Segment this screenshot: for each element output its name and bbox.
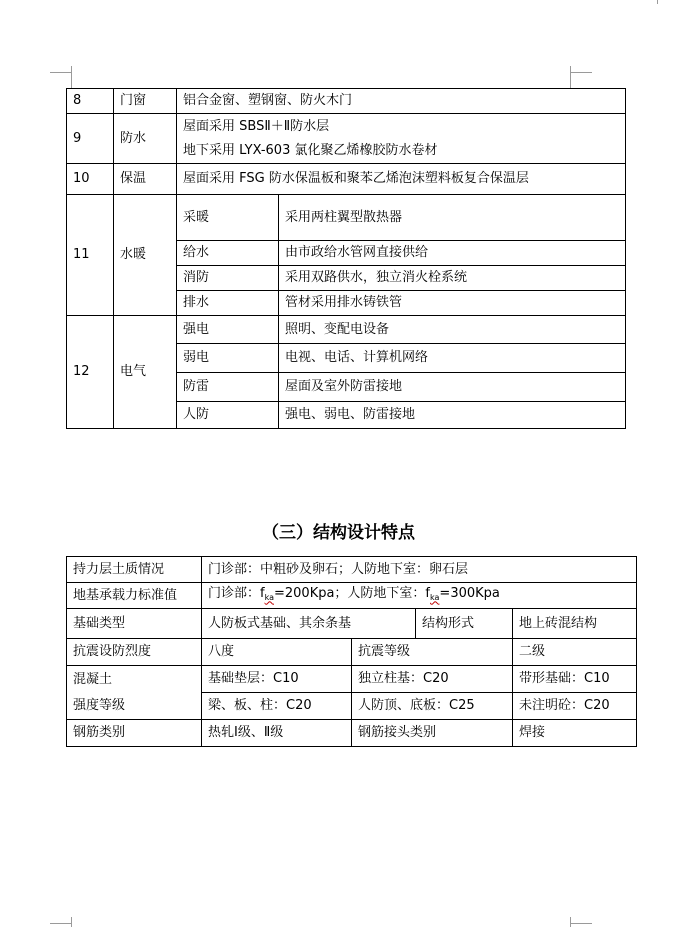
row-number: 11 — [67, 195, 114, 316]
concrete-grade: 未注明砼：C20 — [513, 693, 637, 720]
row-content: 屋面采用 FSG 防水保温板和聚苯乙烯泡沫塑料板复合保温层 — [177, 164, 626, 195]
soil-label: 持力层土质情况 — [67, 557, 202, 583]
crop-mark-top-left — [71, 66, 72, 88]
sub-item-value: 照明、变配电设备 — [279, 316, 626, 344]
bearing-subscript: ka — [430, 592, 440, 602]
bearing-text: =300Kpa — [439, 585, 500, 601]
structural-design-table — [66, 556, 637, 747]
concrete-label-line: 强度等级 — [73, 697, 126, 713]
table-row — [67, 639, 637, 666]
row-number: 8 — [67, 89, 114, 114]
foundation-label: 基础类型 — [67, 609, 202, 639]
sub-item-value: 管材采用排水铸铁管 — [279, 291, 626, 316]
row-number: 10 — [67, 164, 114, 195]
concrete-grade: 独立柱基：C20 — [352, 666, 513, 693]
sub-item-value: 屋面及室外防雷接地 — [279, 373, 626, 402]
crop-mark-top-right — [570, 72, 592, 73]
sub-item-label: 给水 — [177, 241, 279, 266]
crop-mark-bottom-left — [71, 917, 72, 927]
row-item: 水暖 — [114, 195, 177, 316]
sub-item-label: 弱电 — [177, 344, 279, 373]
structure-form-value: 地上砖混结构 — [513, 609, 637, 639]
rebar-label: 钢筋类别 — [67, 720, 202, 747]
table-row — [67, 195, 626, 241]
soil-value: 门诊部：中粗砂及卵石；人防地下室：卵石层 — [202, 557, 637, 583]
structure-form-label: 结构形式 — [416, 609, 513, 639]
row-number: 9 — [67, 114, 114, 164]
rebar-joint-label: 钢筋接头类别 — [352, 720, 513, 747]
row-number: 12 — [67, 316, 114, 429]
concrete-grade: 梁、板、柱：C20 — [202, 693, 352, 720]
sub-item-value: 电视、电话、计算机网络 — [279, 344, 626, 373]
table-row — [67, 114, 626, 164]
table-row — [67, 164, 626, 195]
content-line: 屋面采用 SBSⅡ＋Ⅱ防水层 — [183, 118, 330, 134]
sub-item-value: 由市政给水管网直接供给 — [279, 241, 626, 266]
section-title: （三）结构设计特点 — [262, 523, 415, 543]
row-item: 防水 — [114, 114, 177, 164]
content-line: 地下采用 LYX-603 氯化聚乙烯橡胶防水卷材 — [183, 142, 438, 158]
crop-mark-top-left — [50, 72, 72, 73]
crop-mark-bottom-right — [570, 923, 592, 924]
table-row — [67, 720, 637, 747]
crop-mark-bottom-left — [50, 923, 72, 924]
row-content — [177, 114, 626, 164]
concrete-label — [67, 666, 202, 720]
rebar-value: 热轧Ⅰ级、Ⅱ级 — [202, 720, 352, 747]
sub-item-label: 防雷 — [177, 373, 279, 402]
concrete-grade: 人防顶、底板：C25 — [352, 693, 513, 720]
bearing-text: =200Kpa；人防地下室：f — [273, 585, 431, 601]
sub-item-label: 采暖 — [177, 195, 279, 241]
sub-item-label: 排水 — [177, 291, 279, 316]
sub-item-label: 消防 — [177, 266, 279, 291]
table-row — [67, 583, 637, 609]
bearing-text: 门诊部：f — [208, 585, 265, 601]
sub-item-label: 人防 — [177, 402, 279, 429]
crop-mark-top-right — [570, 66, 571, 88]
row-content: 铝合金窗、塑钢窗、防火木门 — [177, 89, 626, 114]
row-item: 门窗 — [114, 89, 177, 114]
row-item: 保温 — [114, 164, 177, 195]
table-row — [67, 89, 626, 114]
rebar-joint-value: 焊接 — [513, 720, 637, 747]
seismic-value: 八度 — [202, 639, 352, 666]
table-row — [67, 316, 626, 344]
bearing-value — [202, 583, 637, 609]
seismic-grade-label: 抗震等级 — [352, 639, 513, 666]
row-item: 电气 — [114, 316, 177, 429]
table-row — [67, 557, 637, 583]
concrete-grade: 基础垫层：C10 — [202, 666, 352, 693]
seismic-label: 抗震设防烈度 — [67, 639, 202, 666]
seismic-grade-value: 二级 — [513, 639, 637, 666]
page-edge-mark — [657, 0, 658, 4]
sub-item-value: 强电、弱电、防雷接地 — [279, 402, 626, 429]
table-row — [67, 666, 637, 693]
concrete-label-line: 混凝土 — [73, 671, 113, 687]
foundation-value: 人防板式基础、其余条基 — [202, 609, 416, 639]
sub-item-value: 采用两柱翼型散热器 — [279, 195, 626, 241]
bearing-label: 地基承载力标准值 — [67, 583, 202, 609]
building-systems-table — [66, 88, 626, 429]
bearing-subscript: ka — [264, 592, 274, 602]
concrete-grade: 带形基础：C10 — [513, 666, 637, 693]
crop-mark-bottom-right — [570, 917, 571, 927]
sub-item-value: 采用双路供水，独立消火栓系统 — [279, 266, 626, 291]
table-row — [67, 609, 637, 639]
sub-item-label: 强电 — [177, 316, 279, 344]
